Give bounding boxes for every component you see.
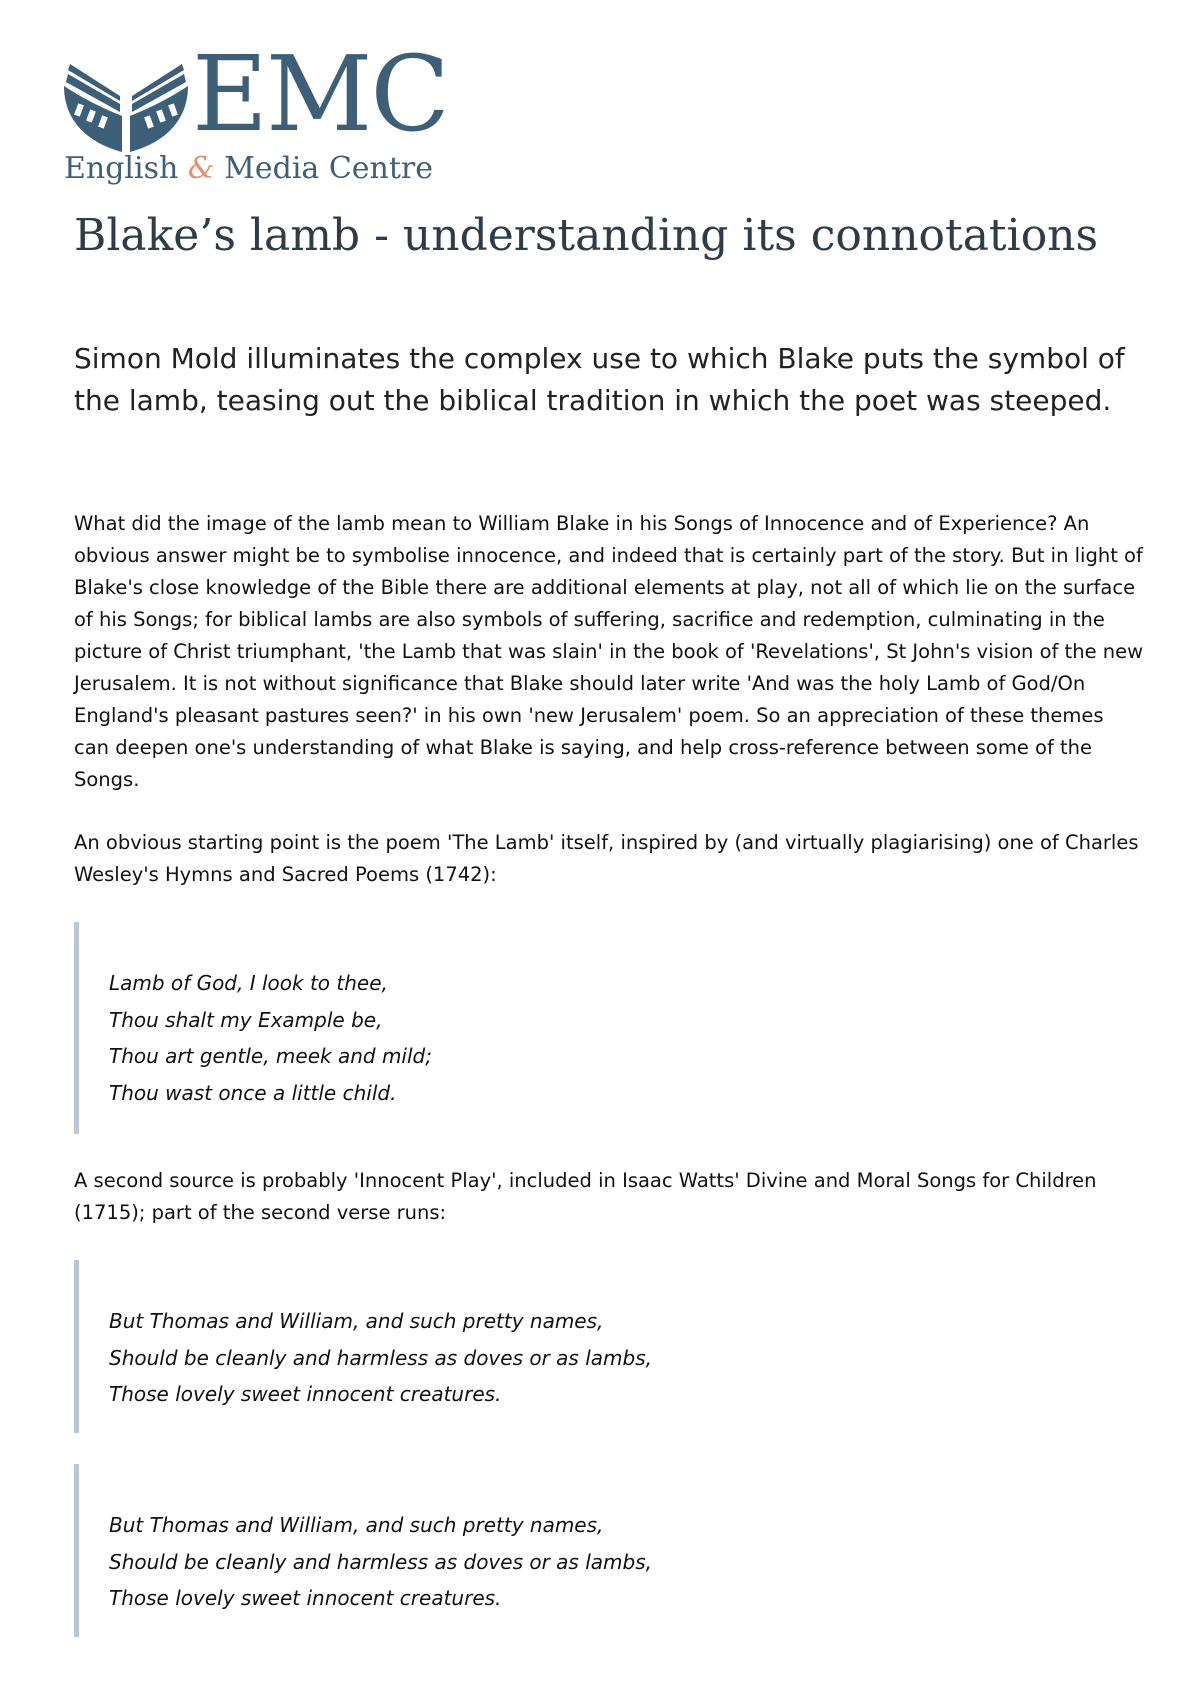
logo-ampersand: & <box>187 151 215 186</box>
quote-line: Those lovely sweet innocent creatures. <box>109 1382 502 1406</box>
article-title: Blake’s lamb - understanding its connotations <box>74 210 1099 261</box>
block-quote-wesley <box>74 922 1074 1134</box>
body-paragraph: What did the image of the lamb mean to William Blake in his Songs of Innocence and of Experience? An obvious answer might be to symbolise innocence, and indeed that is certainly part of the story. But in light of Blake's close knowledge of the Bible there are additional elements at play, not all of which lie on the surface of his Songs; for biblical lambs are also symbols of suffering, sacrifice and redemption, culminating in the picture of Christ triumphant, 'the Lamb that was slain' in the book of 'Revelations', St John's vision of the new Jerusalem. It is not without significance that Blake should later write 'And was the holy Lamb of God/On England's pleasant pastures seen?' in his own 'new Jerusalem' poem. So an appreciation of these themes can deepen one's understanding of what Blake is saying, and help cross-reference between some of the Songs. <box>74 512 1144 791</box>
quote-line: Those lovely sweet innocent creatures. <box>109 1586 502 1610</box>
quote-line: But Thomas and William, and such pretty names, <box>109 1513 604 1537</box>
logo-name-part1: English <box>64 151 179 186</box>
body-paragraph: A second source is probably 'Innocent Play', included in Isaac Watts' Divine and Moral Songs for Children (1715); part of the second verse runs: <box>74 1169 1097 1224</box>
body-paragraph: An obvious starting point is the poem 'The Lamb' itself, inspired by (and virtually plagiarising) one of Charles Wesley's Hymns and Sacred Poems (1742): <box>74 831 1139 886</box>
logo-letters: EMC <box>192 33 448 155</box>
block-quote-watts <box>74 1260 1074 1433</box>
quote-line: Lamb of God, I look to thee, <box>109 971 388 995</box>
quote-line: Thou wast once a little child. <box>109 1080 397 1105</box>
open-book-icon <box>62 64 190 156</box>
quote-line: Should be cleanly and harmless as doves or as lambs, <box>109 1549 652 1574</box>
quote-line: Thou art gentle, meek and mild; <box>109 1044 432 1068</box>
logo-name-part2: Media Centre <box>224 151 434 186</box>
block-quote-watts-repeat <box>74 1464 1074 1637</box>
quote-line: But Thomas and William, and such pretty names, <box>109 1309 604 1333</box>
quote-line: Thou shalt my Example be, <box>109 1007 383 1032</box>
article-subtitle: Simon Mold illuminates the complex use to which Blake puts the symbol of the lamb, teasing out the biblical tradition in which the poet was steeped. <box>74 342 1125 417</box>
logo-subtitle <box>64 151 434 186</box>
emc-logo <box>62 33 462 193</box>
quote-line: Should be cleanly and harmless as doves or as lambs, <box>109 1345 652 1370</box>
